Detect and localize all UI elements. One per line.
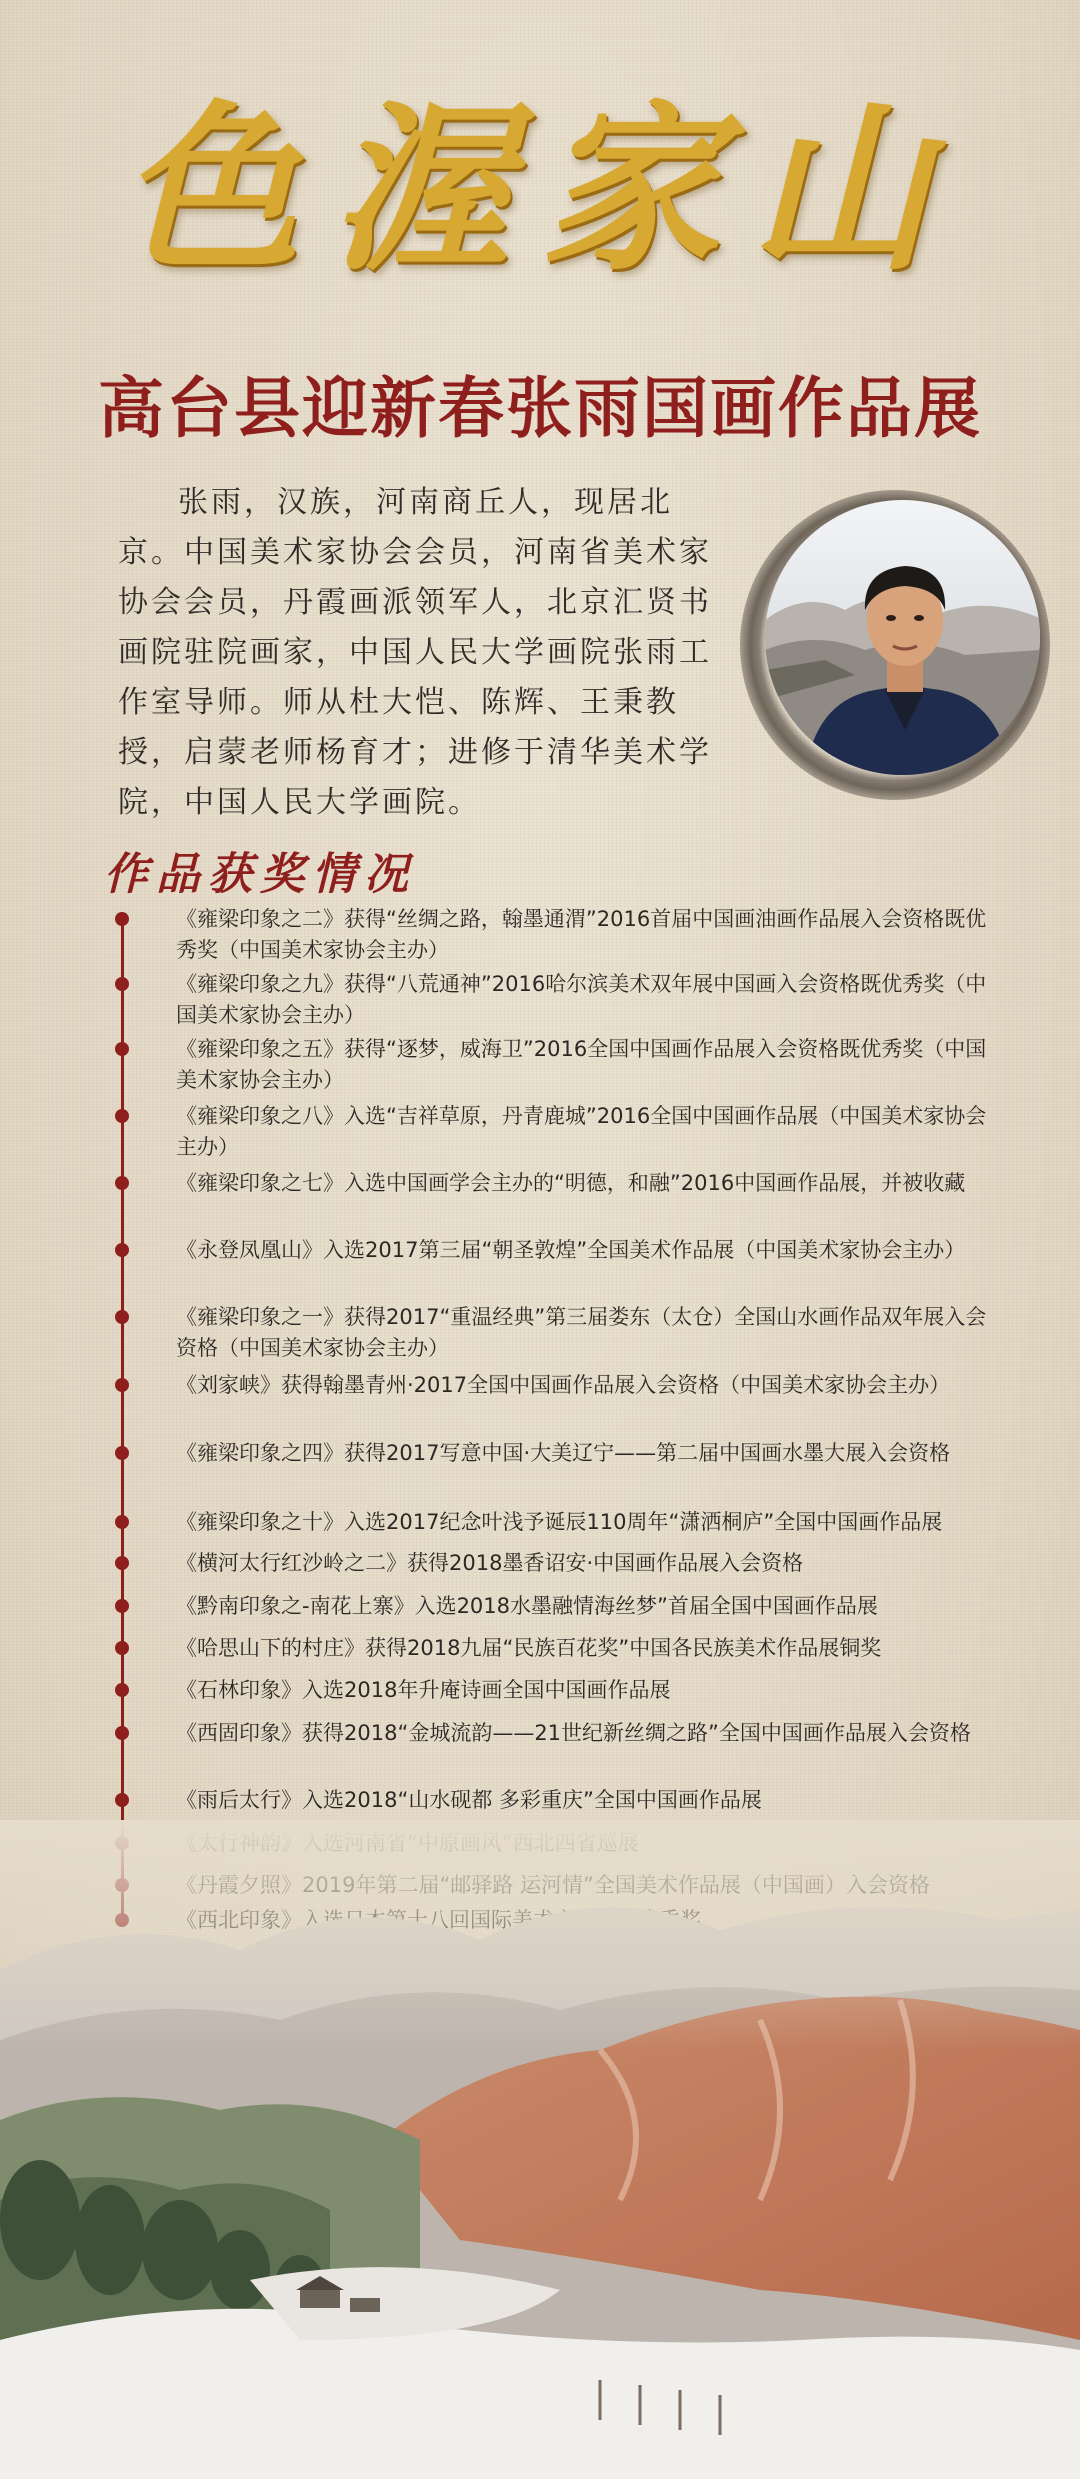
award-text: 《西固印象》获得2018“金城流韵——21世纪新丝绸之路”全国中国画作品展入会资格 — [176, 1721, 971, 1745]
timeline-dot — [115, 1042, 129, 1056]
award-text: 《横河太行红沙岭之二》获得2018墨香诏安·中国画作品展入会资格 — [176, 1551, 804, 1575]
timeline-dot — [115, 1683, 129, 1697]
award-text: 《哈思山下的村庄》获得2018九届“民族百花奖”中国各民族美术作品展铜奖 — [176, 1636, 882, 1660]
award-text: 《雍梁印象之五》获得“逐梦，威海卫”2016全国中国画作品展入会资格既优秀奖（中国美术家协会主办） — [176, 1037, 987, 1092]
timeline-dot — [115, 1243, 129, 1257]
award-text: 《雍梁印象之四》获得2017写意中国·大美辽宁——第二届中国画水墨大展入会资格 — [176, 1441, 951, 1465]
timeline-dot — [115, 1109, 129, 1123]
timeline-dot — [115, 1310, 129, 1324]
award-text: 《永登凤凰山》入选2017第三届“朝圣敦煌”全国美术作品展（中国美术家协会主办） — [176, 1238, 966, 1262]
award-text: 《雍梁印象之九》获得“八荒通神”2016哈尔滨美术双年展中国画入会资格既优秀奖（中国美术家协会主办） — [176, 972, 987, 1027]
award-text: 《石林印象》入选2018年升庵诗画全国中国画作品展 — [176, 1678, 671, 1702]
exhibition-subtitle: 高台县迎新春张雨国画作品展 — [98, 370, 982, 447]
timeline-dot — [115, 1515, 129, 1529]
timeline-dot — [115, 1556, 129, 1570]
award-text: 《雍梁印象之一》获得2017“重温经典”第三届娄东（太仓）全国山水画作品双年展入会资格（中国美术家协会主办） — [176, 1305, 987, 1360]
award-text: 《雍梁印象之八》入选“吉祥草原，丹青鹿城”2016全国中国画作品展（中国美术家协会主办） — [176, 1104, 987, 1159]
award-text: 《黔南印象之-南花上寨》入选2018水墨融情海丝梦”首届全国中国画作品展 — [176, 1594, 878, 1618]
timeline-dot — [115, 1446, 129, 1460]
award-text: 《雨后太行》入选2018“山水砚都 多彩重庆”全国中国画作品展 — [176, 1788, 762, 1812]
award-text: 《雍梁印象之二》获得“丝绸之路，翰墨通渭”2016首届中国画油画作品展入会资格既优秀奖（中国美术家协会主办） — [176, 907, 987, 962]
landscape-painting — [0, 1820, 1080, 2479]
timeline-dot — [115, 977, 129, 991]
timeline-dot — [115, 1641, 129, 1655]
timeline-dot — [115, 1726, 129, 1740]
timeline-dot — [115, 1378, 129, 1392]
award-text: 《刘家峡》获得翰墨青州·2017全国中国画作品展入会资格（中国美术家协会主办） — [176, 1373, 951, 1397]
timeline-dot — [115, 1793, 129, 1807]
awards-section-title: 作品获奖情况 — [104, 849, 416, 900]
timeline-dot — [115, 1176, 129, 1190]
artist-bio: 张雨，汉族，河南商丘人，现居北京。中国美术家协会会员，河南省美术家协会会员，丹霞画派领军人，北京汇贤书画院驻院画家，中国人民大学画院张雨工作室导师。师从杜大恺、陈辉、王秉教授，启蒙老师杨育才；进修于清华美术学院，中国人民大学画院。 — [118, 485, 712, 820]
timeline-dot — [115, 1599, 129, 1613]
timeline-dot — [115, 912, 129, 926]
award-text: 《雍梁印象之七》入选中国画学会主办的“明德，和融”2016中国画作品展，并被收藏 — [176, 1171, 966, 1195]
exhibition-title: 色渥家山 — [119, 84, 960, 295]
award-text: 《雍梁印象之十》入选2017纪念叶浅予诞辰110周年“潇洒桐庐”全国中国画作品展 — [176, 1510, 943, 1534]
